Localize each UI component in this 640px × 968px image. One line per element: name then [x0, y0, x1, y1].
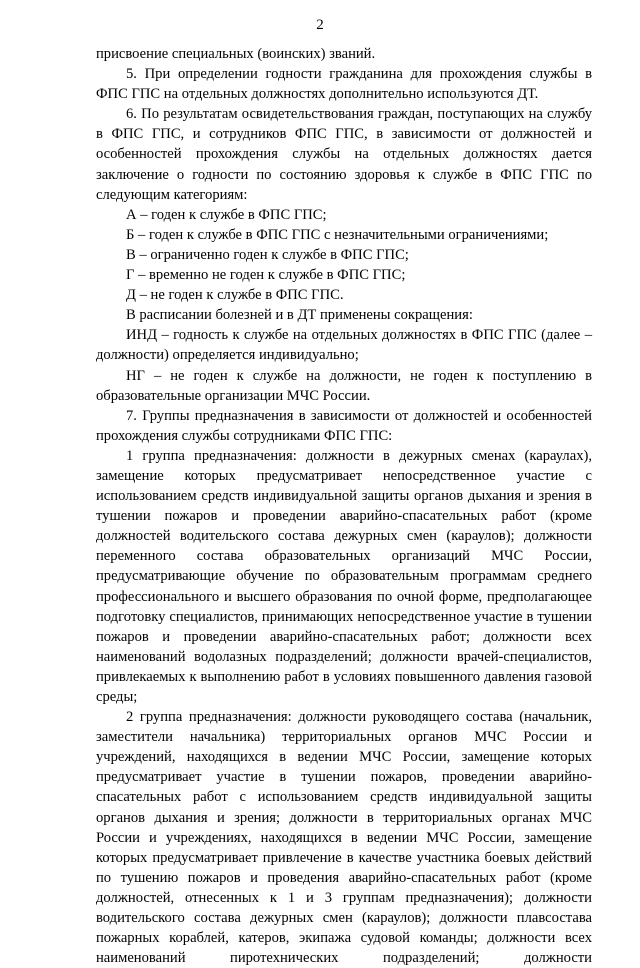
paragraph-p5: В – ограниченно годен к службе в ФПС ГПС;: [126, 246, 409, 263]
paragraph-p7: Д – не годен к службе в ФПС ГПС.: [126, 287, 344, 304]
paragraph-p11: 7. Группы предназначения в зависимости от должностей и особенностей прохождения службы сотрудниками ФПС ГПС:: [96, 407, 592, 444]
page-number: 2: [316, 17, 324, 33]
paragraph-p0: присвоение специальных (воинских) званий.: [96, 46, 376, 62]
paragraph-p6: Г – временно не годен к службе в ФПС ГПС;: [126, 267, 406, 284]
paragraph-p10: НГ – не годен к службе на должности, не годен к поступлению в образовательные организации МЧС России.: [96, 367, 592, 404]
paragraph-p1: 5. При определении годности гражданина для прохождения службы в ФПС ГПС на отдельных должностях дополнительно используются ДТ.: [96, 66, 592, 103]
document-body: [96, 44, 592, 968]
paragraph-p8: В расписании болезней и в ДТ применены сокращения:: [126, 307, 473, 324]
paragraph-p13: 2 группа предназначения: должности руководящего состава (начальник, заместители начальника) территориальных органов МЧС России и учреждений, находящихся в ведении МЧС России, замещение которых предусматривает участие в тушении пожаров, проведении аварийно-спасательных работ с использованием средств индивидуальной защиты органов дыхания и зрения; должности в территориальных органах МЧС России и учреждениях, находящихся в ведении МЧС России, замещение которых предусматривает привлечение в качестве участника боевых действий по тушению пожаров и проведения аварийно-спасательных работ (кроме должностей, отнесенных к 1 и 3 группам предназначения); должности водительского состава дежурных смен (караулов); должности плавсостава пожарных кораблей, катеров, экипажа судовой команды; должности всех наименований пиротехнических подразделений; должности: [96, 709, 592, 967]
paragraph-p2: 6. По результатам освидетельствования граждан, поступающих на службу в ФПС ГПС, и сотрудников ФПС ГПС, в зависимости от должностей и особенностей прохождения службы на отдельных должностях дается заключение о годности по состоянию здоровья к службе в ФПС ГПС по следующим категориям:: [96, 106, 592, 203]
paragraph-p12: 1 группа предназначения: должности в дежурных сменах (караулах), замещение которых предусматривает непосредственное участие с использованием средств индивидуальной защиты органов дыхания и зрения в тушении пожаров и проведении аварийно-спасательных работ (кроме должностей водительского состава дежурных смен (караулов); должности переменного состава образовательных организаций МЧС России, предусматривающие обучение по образовательным программам среднего профессионального и высшего образования по очной форме, предполагающее подготовку специалистов, принимающих непосредственное участие в тушении пожаров и проведении аварийно-спасательных работ; должности всех наименований водолазных подразделений; должности врачей-специалистов, привлекаемых к выполнению работ в условиях повышенного давления газовой среды;: [96, 447, 592, 705]
paragraph-p9: ИНД – годность к службе на отдельных должностях в ФПС ГПС (далее – должности) определяется индивидуально;: [96, 327, 592, 364]
paragraph-p3: А – годен к службе в ФПС ГПС;: [126, 206, 327, 223]
paragraph-p4: Б – годен к службе в ФПС ГПС с незначительными ограничениями;: [126, 226, 549, 243]
